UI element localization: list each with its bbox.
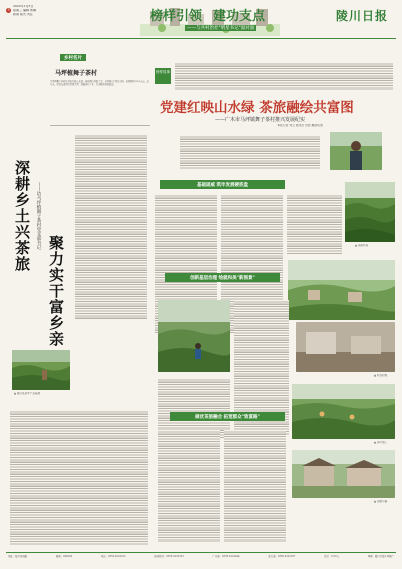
- tea-town-photo: [292, 450, 395, 498]
- secretary-portrait-photo: [330, 132, 382, 170]
- caption-4: ▲ 茶旅小镇: [374, 500, 388, 503]
- footer: [8, 555, 394, 563]
- footer-item: 电话：0356-6222222: [100, 555, 126, 558]
- main-subheadline: ——广木市马坪镇舞子茶村推兴发展纪实: [215, 117, 306, 123]
- section-line: 新闻 版式 责任: [13, 13, 33, 16]
- vertical-headline-1: 深耕乡土兴茶旅: [13, 160, 31, 272]
- footer-item: 定价：0.50元: [324, 555, 339, 558]
- section-heading-3: 做优茶旅融合 拓宽群众"致富路": [170, 412, 285, 421]
- issue-line: 星期三 编辑 周琳: [13, 9, 36, 12]
- governance-photo: [158, 300, 230, 372]
- slogan-right: 建功支点: [213, 9, 266, 24]
- byline: 本报记者 刘云 通讯员 田毅 摄影报道: [277, 124, 323, 127]
- left-article-text-lower: [10, 410, 148, 545]
- page-number-badge: 3: [7, 8, 10, 12]
- story-tag: 榜样故事: [155, 68, 171, 84]
- section-3-text-a: [158, 430, 220, 542]
- masthead-rule: [6, 38, 396, 39]
- left-photo-caption: ▲ 陵川县茶叶产业基地: [14, 392, 41, 395]
- section-heading-1: 基础固威 筑牢发展硬底盘: [160, 180, 285, 189]
- section-3-text-b: [224, 430, 286, 542]
- tea-garden-photo: [345, 182, 395, 242]
- village-card-label: 乡村名片: [60, 54, 86, 61]
- section-1-text-c: [287, 194, 342, 254]
- caption-1: ▲ 茶园风景: [355, 244, 369, 247]
- caption-2: ▲ 村容村貌: [374, 374, 388, 377]
- section-heading-2: 创新基层治理 绘就和美"新图景": [165, 273, 280, 282]
- section-2-text-b: [158, 378, 230, 438]
- vertical-headline-subtitle: ——访马坪植舞子茶村党支部书记: [36, 182, 41, 250]
- tea-field-photo-left: [12, 350, 70, 390]
- vertical-headline-2: 聚力实干富乡亲: [47, 235, 65, 347]
- tea-workers-photo: [292, 384, 395, 439]
- village-card-title: 马坪植舞子茶村: [55, 70, 98, 77]
- footer-item: 邮编：048300: [55, 555, 73, 558]
- slogan-subtitle: ——与共村治社"明星书记"面对面: [187, 26, 255, 31]
- footer-item: 印刷：陵川日报社印刷厂: [367, 555, 394, 558]
- sidebar-divider: [50, 125, 150, 126]
- date-line: 2022年1月5日: [13, 5, 34, 8]
- village-view-photo: [288, 260, 395, 320]
- tea-processing-photo: [296, 322, 395, 372]
- left-article-text-upper: [75, 134, 147, 320]
- footer-item: 广告部：0356-6222444: [212, 555, 240, 558]
- masthead: [0, 0, 402, 42]
- footer-item: 新闻热线：0356-6222333: [154, 555, 184, 558]
- caption-3: ▲ 茶叶加工: [374, 441, 388, 444]
- footer-item: 地址：陵川县城路: [8, 555, 28, 558]
- village-card: [50, 54, 150, 114]
- main-headline: 党建红映山水绿 茶旅融绘共富图: [160, 100, 354, 116]
- intro-paragraph: [175, 62, 393, 90]
- newspaper-logo: 陵川日报: [336, 9, 389, 23]
- slogan-left: 榜样引领: [150, 9, 203, 24]
- footer-rule: [6, 552, 396, 553]
- footer-item: 发行部：0356-6222555: [268, 555, 296, 558]
- village-card-body: 马坪植舞子茶村位于陵川县东北部，地处群山环抱之中，全村辖6个村民小组，茶园面积2000余亩。近年来，村党支部坚持党建引领，发展茶叶产业，带动群众增收致富。: [50, 80, 149, 87]
- lead-text: [180, 135, 320, 169]
